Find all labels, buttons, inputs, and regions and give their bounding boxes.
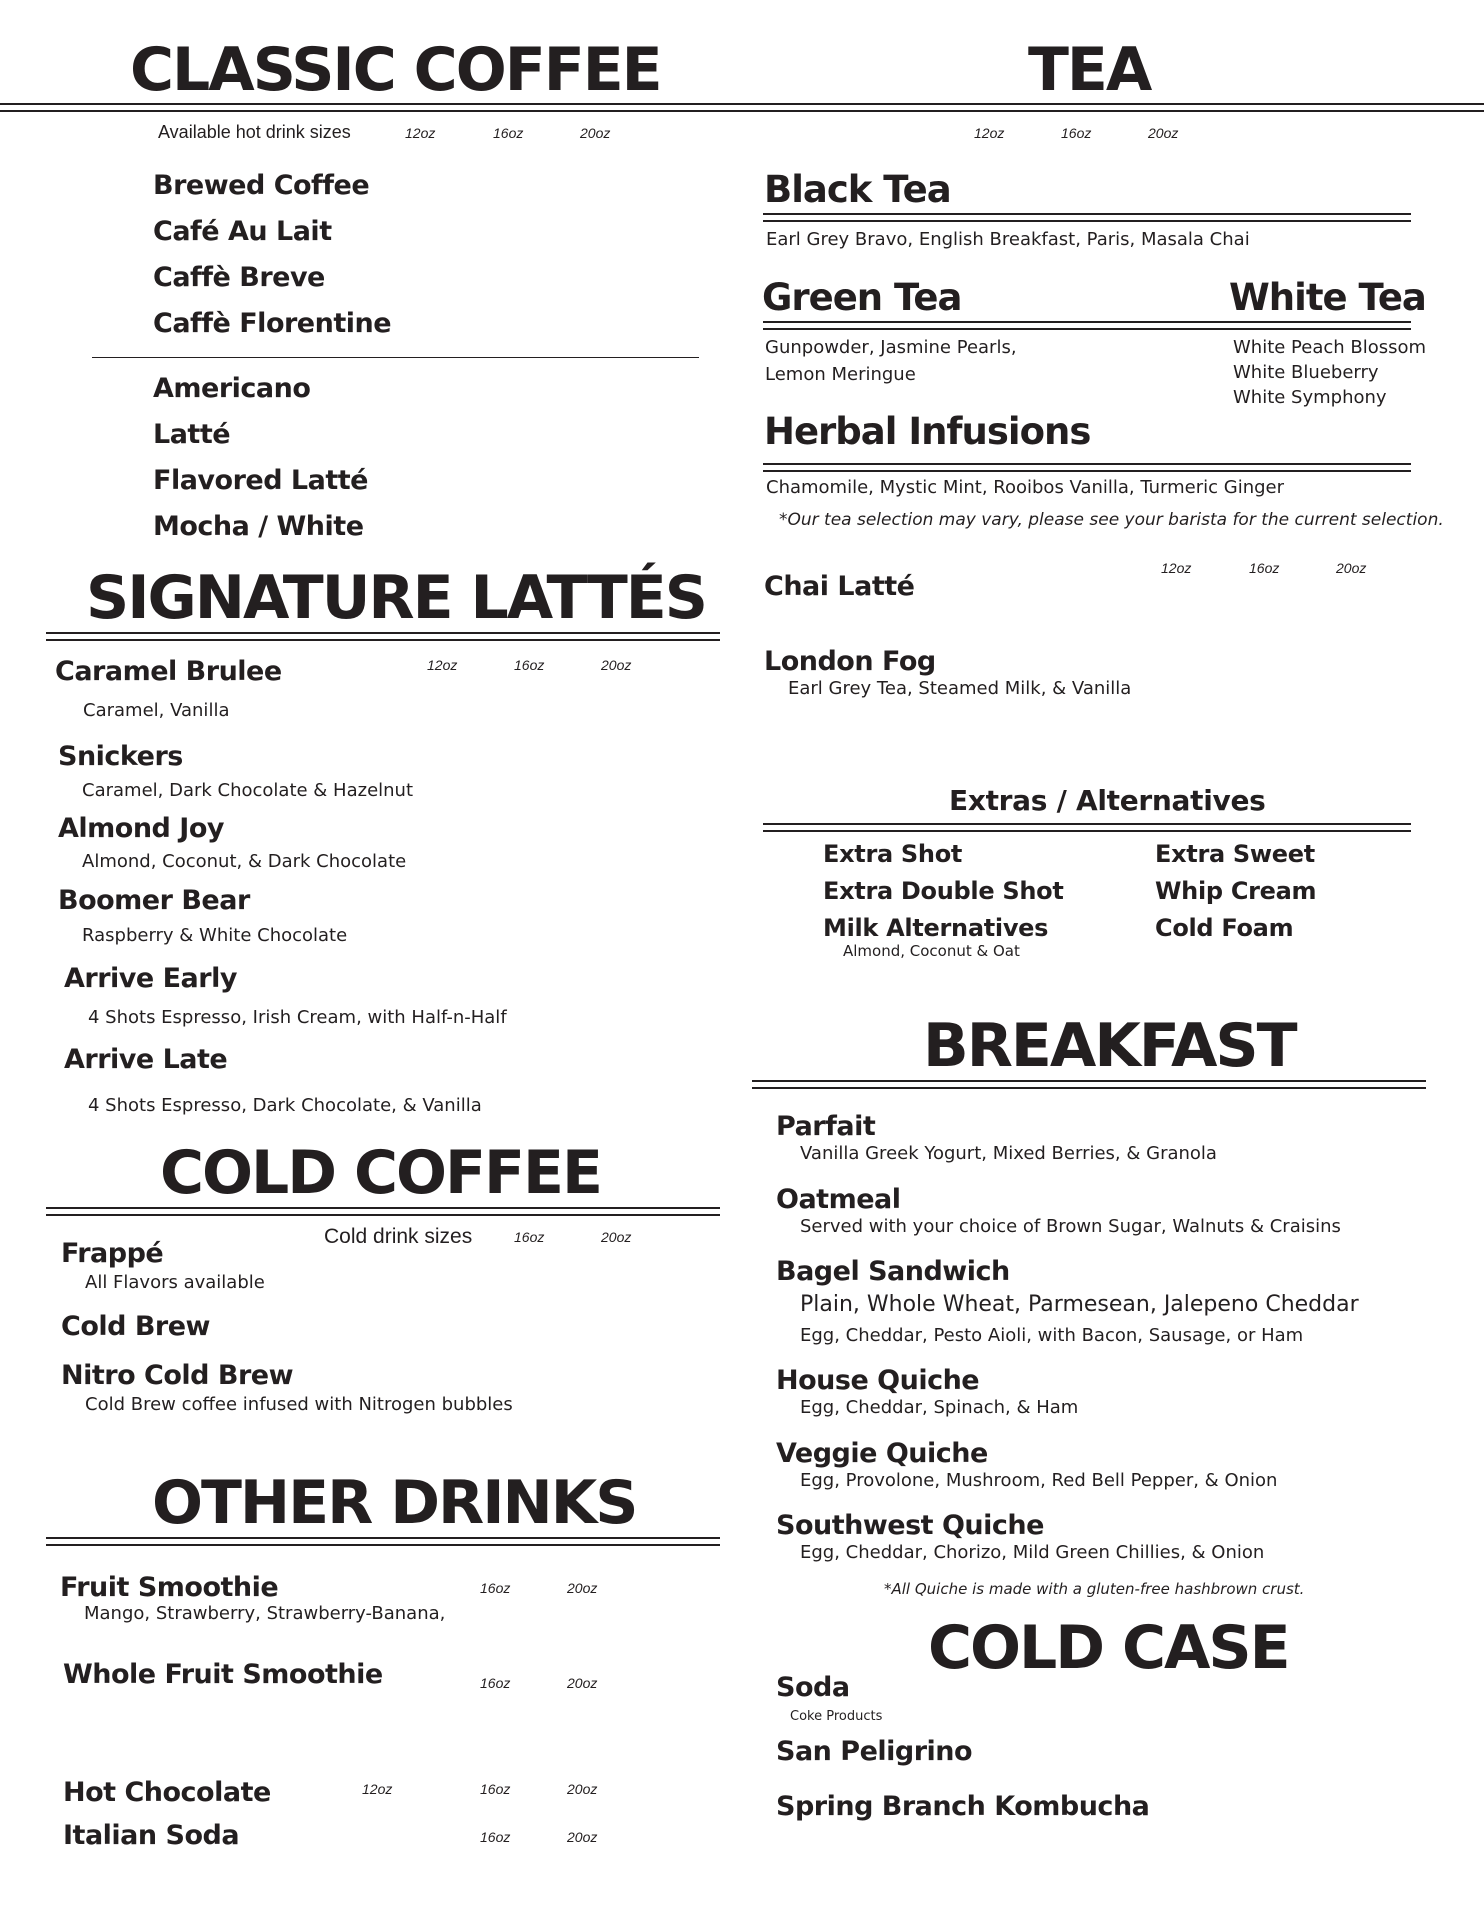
cold-brew: Cold Brew bbox=[61, 1311, 210, 1342]
sig-size-16oz: 16oz bbox=[514, 657, 545, 673]
other-drinks-rule-2 bbox=[46, 1544, 720, 1546]
breakfast-item: Bagel Sandwich bbox=[776, 1256, 1010, 1287]
hot-sizes-label: Available hot drink sizes bbox=[158, 122, 351, 142]
breakfast-item: Southwest Quiche bbox=[776, 1510, 1044, 1541]
menu-item: Almond Joy bbox=[58, 813, 224, 844]
green-tea-heading: Green Tea bbox=[762, 276, 962, 319]
white-tea-desc-1: White Peach Blossom bbox=[1233, 337, 1427, 358]
hc-size-20oz: 20oz bbox=[567, 1781, 598, 1797]
extras-item: Milk Alternatives bbox=[823, 914, 1049, 942]
breakfast-item: Oatmeal bbox=[776, 1184, 901, 1215]
tea-size-12oz: 12oz bbox=[974, 125, 1005, 141]
breakfast-desc: Egg, Cheddar, Chorizo, Mild Green Chillies, & Onion bbox=[800, 1542, 1265, 1563]
breakfast-desc: Served with your choice of Brown Sugar, Walnuts & Craisins bbox=[800, 1216, 1341, 1237]
cold-coffee-rule bbox=[46, 1207, 720, 1209]
menu-item: Snickers bbox=[58, 741, 183, 772]
menu-item: Arrive Late bbox=[64, 1044, 228, 1075]
menu-item: Americano bbox=[153, 373, 311, 404]
hc-size-16oz: 16oz bbox=[480, 1781, 511, 1797]
hc-size-12oz: 12oz bbox=[362, 1781, 393, 1797]
wfs-size-16oz: 16oz bbox=[480, 1675, 511, 1691]
signature-lattes-title: SIGNATURE LATTÉS bbox=[86, 563, 706, 633]
sig-size-20oz: 20oz bbox=[601, 657, 632, 673]
cold-sizes-label: Cold drink sizes bbox=[324, 1225, 473, 1248]
green-tea-desc-2: Lemon Meringue bbox=[765, 364, 916, 385]
breakfast-rule-2 bbox=[752, 1087, 1426, 1089]
classic-coffee-title: CLASSIC COFFEE bbox=[130, 35, 661, 105]
cold-size-20oz: 20oz bbox=[601, 1229, 632, 1245]
nitro-cold-brew: Nitro Cold Brew bbox=[61, 1360, 294, 1391]
is-size-16oz: 16oz bbox=[480, 1829, 511, 1845]
cold-coffee-title: COLD COFFEE bbox=[160, 1138, 601, 1208]
header-rule-top bbox=[0, 103, 1484, 105]
menu-item: Café Au Lait bbox=[153, 216, 332, 247]
extras-rule-2 bbox=[763, 830, 1411, 832]
breakfast-item: House Quiche bbox=[776, 1365, 980, 1396]
black-tea-desc: Earl Grey Bravo, English Breakfast, Paris, Masala Chai bbox=[766, 229, 1250, 250]
frappe-desc: All Flavors available bbox=[85, 1272, 265, 1293]
latte-size-20oz: 20oz bbox=[1336, 560, 1367, 576]
classic-divider bbox=[92, 357, 699, 358]
breakfast-desc: Egg, Provolone, Mushroom, Red Bell Pepper, & Onion bbox=[800, 1470, 1278, 1491]
item-desc: Caramel, Dark Chocolate & Hazelnut bbox=[82, 780, 414, 801]
chai-latte: Chai Latté bbox=[764, 571, 915, 602]
nitro-desc: Cold Brew coffee infused with Nitrogen bubbles bbox=[85, 1394, 513, 1415]
black-tea-rule-2 bbox=[763, 220, 1411, 222]
cold-case-title: COLD CASE bbox=[928, 1613, 1289, 1683]
menu-item: Brewed Coffee bbox=[153, 170, 370, 201]
soda: Soda bbox=[776, 1672, 850, 1703]
tea-title: TEA bbox=[1028, 35, 1151, 105]
header-rule-bottom bbox=[0, 110, 1484, 112]
menu-item: Boomer Bear bbox=[58, 885, 250, 916]
menu-item: Mocha / White bbox=[153, 511, 364, 542]
green-white-rule bbox=[763, 321, 1411, 323]
breakfast-title: BREAKFAST bbox=[923, 1011, 1296, 1081]
signature-rule-2 bbox=[46, 639, 720, 641]
size-12oz: 12oz bbox=[405, 125, 436, 141]
extras-rule bbox=[763, 823, 1411, 825]
item-desc: Almond, Coconut, & Dark Chocolate bbox=[82, 851, 407, 872]
soda-desc: Coke Products bbox=[790, 1709, 883, 1724]
menu-item: Flavored Latté bbox=[153, 465, 368, 496]
breakfast-desc: Egg, Cheddar, Pesto Aioli, with Bacon, Sausage, or Ham bbox=[800, 1325, 1304, 1346]
extras-item: Extra Sweet bbox=[1155, 840, 1315, 868]
other-drinks-title: OTHER DRINKS bbox=[152, 1468, 637, 1538]
frappe: Frappé bbox=[61, 1238, 164, 1269]
wfs-size-20oz: 20oz bbox=[567, 1675, 598, 1691]
london-fog: London Fog bbox=[764, 646, 936, 677]
breakfast-rule bbox=[752, 1080, 1426, 1082]
bagel-options: Plain, Whole Wheat, Parmesean, Jalepeno Cheddar bbox=[800, 1292, 1359, 1317]
menu-item: Caffè Florentine bbox=[153, 308, 392, 339]
herbal-rule bbox=[763, 463, 1411, 465]
green-tea-desc-1: Gunpowder, Jasmine Pearls, bbox=[765, 337, 1017, 358]
breakfast-item: Veggie Quiche bbox=[776, 1438, 988, 1469]
breakfast-desc: Vanilla Greek Yogurt, Mixed Berries, & Granola bbox=[800, 1143, 1217, 1164]
italian-soda: Italian Soda bbox=[63, 1820, 240, 1851]
item-desc: Caramel, Vanilla bbox=[83, 700, 230, 721]
green-white-rule-2 bbox=[763, 328, 1411, 330]
milk-alt-desc: Almond, Coconut & Oat bbox=[843, 942, 1020, 960]
extras-item: Extra Shot bbox=[823, 840, 963, 868]
white-tea-desc-2: White Blueberry bbox=[1233, 362, 1379, 383]
herbal-desc: Chamomile, Mystic Mint, Rooibos Vanilla, Turmeric Ginger bbox=[766, 477, 1285, 498]
breakfast-desc: Egg, Cheddar, Spinach, & Ham bbox=[800, 1397, 1079, 1418]
menu-item: Latté bbox=[153, 419, 231, 450]
size-20oz: 20oz bbox=[580, 125, 611, 141]
fs-size-16oz: 16oz bbox=[480, 1580, 511, 1596]
herbal-rule-2 bbox=[763, 470, 1411, 472]
cold-case-item: Spring Branch Kombucha bbox=[776, 1791, 1150, 1822]
is-size-20oz: 20oz bbox=[567, 1829, 598, 1845]
cold-size-16oz: 16oz bbox=[514, 1229, 545, 1245]
hot-chocolate: Hot Chocolate bbox=[63, 1777, 271, 1808]
other-drinks-rule bbox=[46, 1537, 720, 1539]
menu-item: Caramel Brulee bbox=[55, 656, 282, 687]
latte-size-12oz: 12oz bbox=[1161, 560, 1192, 576]
breakfast-item: Parfait bbox=[776, 1111, 876, 1142]
fruit-smoothie-desc: Mango, Strawberry, Strawberry-Banana, bbox=[84, 1603, 446, 1624]
white-tea-desc-3: White Symphony bbox=[1233, 387, 1387, 408]
fruit-smoothie: Fruit Smoothie bbox=[60, 1572, 279, 1603]
black-tea-rule bbox=[763, 213, 1411, 215]
menu-item: Caffè Breve bbox=[153, 262, 325, 293]
whole-fruit-smoothie: Whole Fruit Smoothie bbox=[63, 1659, 383, 1690]
herbal-heading: Herbal Infusions bbox=[764, 410, 1091, 453]
latte-size-16oz: 16oz bbox=[1249, 560, 1280, 576]
item-desc: 4 Shots Espresso, Dark Chocolate, & Vanilla bbox=[88, 1095, 482, 1116]
item-desc: 4 Shots Espresso, Irish Cream, with Half-n-Half bbox=[88, 1007, 507, 1028]
menu-item: Arrive Early bbox=[64, 963, 237, 994]
cold-case-item: San Peligrino bbox=[776, 1736, 973, 1767]
quiche-note: *All Quiche is made with a gluten-free hashbrown crust. bbox=[884, 1580, 1305, 1598]
tea-note: *Our tea selection may vary, please see your barista for the current selection. bbox=[779, 510, 1444, 530]
fs-size-20oz: 20oz bbox=[567, 1580, 598, 1596]
extras-heading: Extras / Alternatives bbox=[949, 784, 1266, 817]
signature-rule bbox=[46, 632, 720, 634]
cold-coffee-rule-2 bbox=[46, 1214, 720, 1216]
white-tea-heading: White Tea bbox=[1229, 276, 1426, 319]
tea-size-20oz: 20oz bbox=[1148, 125, 1179, 141]
extras-item: Whip Cream bbox=[1155, 877, 1317, 905]
item-desc: Raspberry & White Chocolate bbox=[82, 925, 348, 946]
extras-item: Extra Double Shot bbox=[823, 877, 1064, 905]
black-tea-heading: Black Tea bbox=[764, 168, 951, 211]
tea-size-16oz: 16oz bbox=[1061, 125, 1092, 141]
size-16oz: 16oz bbox=[493, 125, 524, 141]
london-fog-desc: Earl Grey Tea, Steamed Milk, & Vanilla bbox=[788, 678, 1132, 699]
sig-size-12oz: 12oz bbox=[427, 657, 458, 673]
extras-item: Cold Foam bbox=[1155, 914, 1294, 942]
